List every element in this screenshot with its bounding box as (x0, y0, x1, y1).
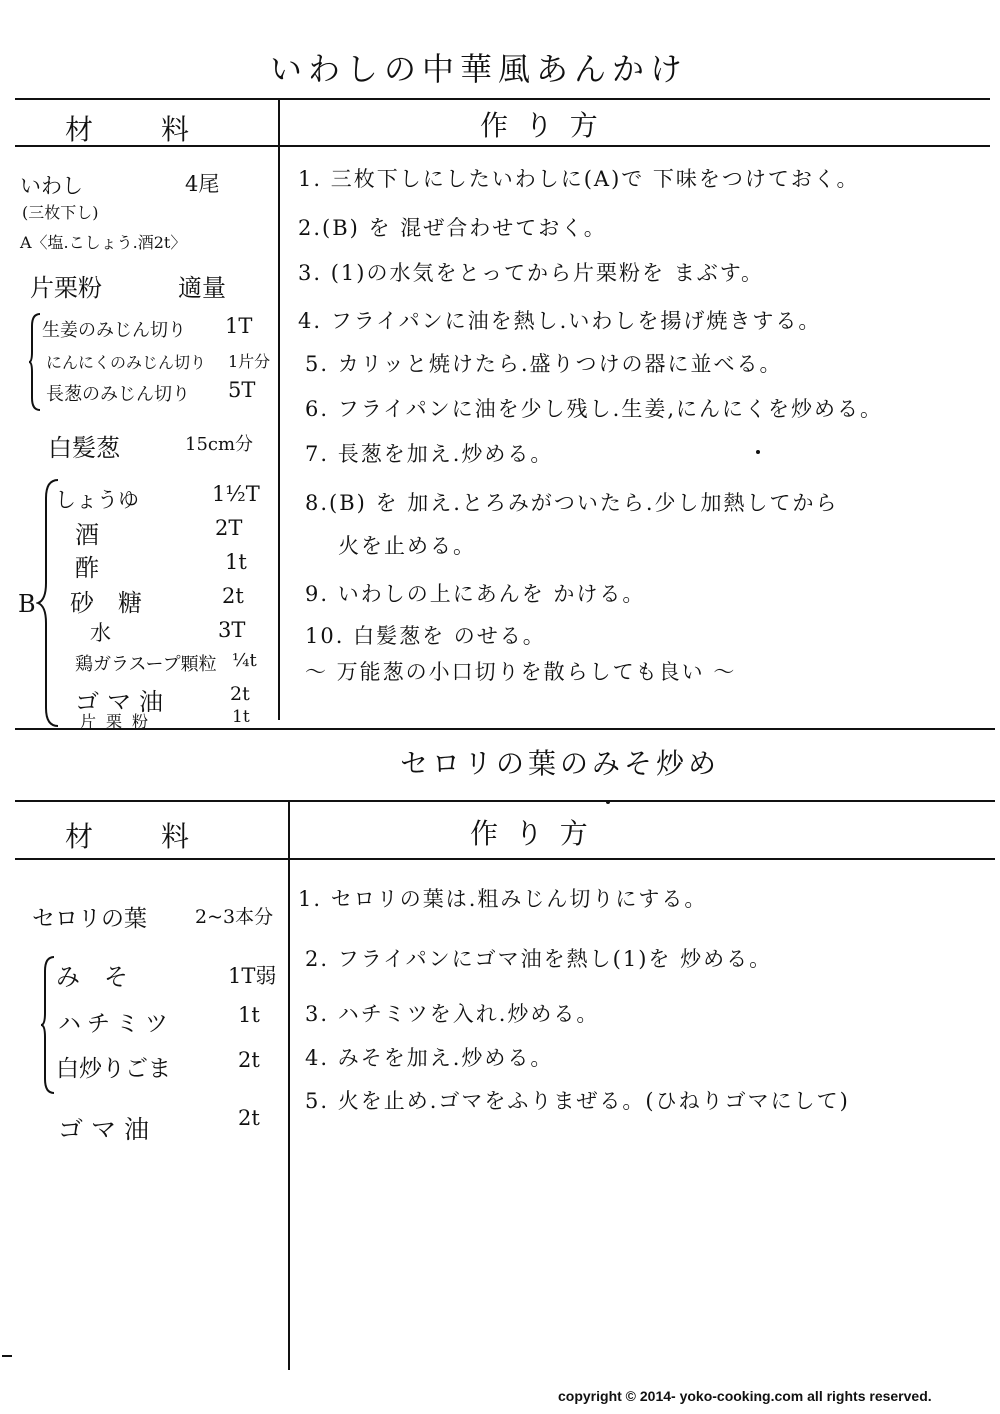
scan-dot (606, 800, 610, 804)
ingredient-name: 水 (90, 621, 111, 645)
recipe-2-top-rule (15, 800, 995, 802)
ingredient-name: 生姜のみじん切り (42, 320, 186, 341)
ingredient-amount: 1T弱 (228, 964, 277, 988)
brace-seasoning-icon (40, 955, 56, 1095)
ingredient-amount: 2t (230, 683, 250, 705)
ingredient-name: にんにくのみじん切り (46, 353, 207, 372)
recipe-1-column-divider (278, 98, 280, 720)
recipe-1-top-rule (15, 98, 990, 100)
brace-aromatics-icon (28, 312, 42, 412)
recipe-2-ingredients-header: 材 料 (65, 820, 194, 853)
ingredient-amount: 1t (238, 1003, 260, 1027)
recipe-1-step-continued: 火を止める。 (338, 534, 476, 558)
ingredient-amount: 5T (228, 378, 256, 402)
recipe-1-step: 2.(B) を 混ぜ合わせておく。 (298, 216, 607, 240)
ingredient-name: A〈塩.こしょう.酒2t〉 (20, 233, 187, 252)
recipe-1-step: 1. 三枚下しにしたいわしに(A)で 下味をつけておく。 (298, 167, 860, 191)
recipe-1-note: 〜 万能葱の小口切りを散らしても良い 〜 (305, 660, 737, 684)
ingredient-note: (三枚下し) (22, 203, 99, 222)
ingredient-name: いわし (20, 174, 83, 198)
recipe-2-step: 1. セロリの葉は.粗みじん切りにする。 (298, 887, 708, 911)
ingredient-amount: 2t (222, 584, 244, 608)
recipe-1-step: 6. フライパンに油を少し残し.生姜,にんにくを炒める。 (305, 397, 884, 421)
recipe-2-title: セロリの葉のみそ炒め (400, 747, 721, 780)
recipe-2-step: 5. 火を止め.ゴマをふりまぜる。(ひねりゴマにして) (305, 1089, 850, 1113)
ingredient-amount: 2~3本分 (195, 906, 274, 928)
recipe-2-method-header: 作 り 方 (470, 817, 592, 850)
ingredient-name: 長葱のみじん切り (46, 384, 190, 405)
copyright-notice: copyright © 2014- yoko-cooking.com all rights reserved. (558, 1388, 932, 1404)
ingredient-name: ゴマ油 (75, 688, 171, 716)
ingredient-amount: 2t (238, 1048, 260, 1072)
ingredient-name: しょうゆ (55, 488, 139, 512)
ingredient-name: ハチミツ (58, 1011, 174, 1037)
ingredient-amount: 15cm分 (185, 434, 254, 455)
ingredient-amount: 3T (218, 618, 246, 642)
ingredient-name: 酢 (75, 554, 99, 582)
ingredient-amount: 適量 (178, 274, 226, 302)
ingredient-name: 白髪葱 (48, 434, 120, 462)
ingredient-amount: 1T (225, 314, 253, 338)
recipe-2-step: 2. フライパンにゴマ油を熱し(1)を 炒める。 (305, 947, 773, 971)
recipe-2-column-divider (288, 800, 290, 1370)
recipe-2-step: 4. みそを加え.炒める。 (305, 1046, 554, 1070)
recipe-1-method-header: 作 り 方 (480, 109, 602, 142)
recipe-1-bottom-rule (15, 728, 995, 730)
recipe-1-step: 9. いわしの上にあんを かける。 (305, 582, 646, 606)
ingredient-name: 白炒りごま (56, 1056, 171, 1082)
ingredient-amount: 1片分 (228, 352, 271, 371)
recipe-1-step: 7. 長葱を加え.炒める。 (305, 442, 554, 466)
ingredient-amount: 1½T (212, 482, 260, 506)
ingredient-name: 片栗粉 (30, 274, 102, 302)
recipe-1-ingredients-header: 材 料 (65, 113, 194, 146)
ingredient-amount: ¼t (232, 650, 257, 671)
ingredient-name: 片栗粉 (80, 712, 159, 731)
ingredient-amount: 1t (232, 707, 250, 727)
ingredient-name: 砂 糖 (70, 589, 142, 617)
group-b-label: B (18, 590, 36, 618)
recipe-1-title: いわしの中華風あんかけ (270, 50, 689, 88)
ingredient-name: 鶏ガラスープ顆粒 (75, 654, 217, 675)
scan-mark (2, 1355, 12, 1357)
recipe-1-step: 8.(B) を 加え.とろみがついたら.少し加熱してから (305, 491, 839, 515)
recipe-2-step: 3. ハチミツを入れ.炒める。 (305, 1002, 600, 1026)
ingredient-amount: 1t (225, 550, 247, 574)
scan-dot (756, 450, 760, 454)
recipe-1-step: 3. (1)の水気をとってから片栗粉を まぶす。 (298, 261, 765, 285)
recipe-1-step: 10. 白髪葱を のせる。 (305, 624, 546, 648)
recipe-2-header-rule (15, 858, 995, 860)
ingredient-name: み そ (56, 963, 128, 991)
ingredient-name: ゴマ油 (58, 1115, 158, 1144)
brace-group-b-icon (36, 478, 60, 728)
ingredient-amount: 2T (215, 516, 243, 540)
ingredient-amount: 4尾 (185, 172, 220, 196)
ingredient-name: セロリの葉 (32, 906, 147, 932)
ingredient-name: 酒 (75, 521, 99, 549)
ingredient-amount: 2t (238, 1106, 260, 1130)
recipe-1-step: 4. フライパンに油を熱し.いわしを揚げ焼きする。 (298, 309, 822, 333)
recipe-1-step: 5. カリッと焼けたら.盛りつけの器に並べる。 (305, 352, 783, 376)
